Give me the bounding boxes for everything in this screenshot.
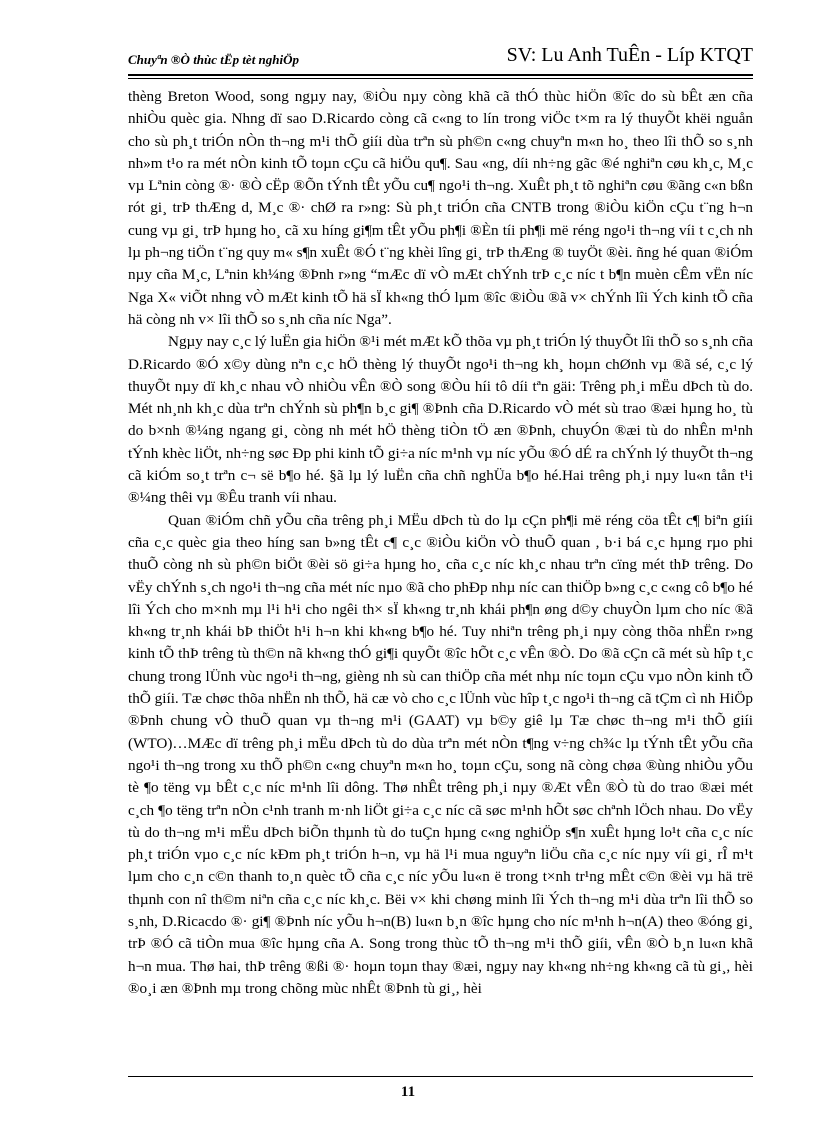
page-number: 11 — [400, 1084, 416, 1100]
body-text — [128, 86, 753, 997]
page-header — [128, 44, 753, 74]
header-student-info: SV: Lu Anh TuÊn - Líp KTQT — [506, 44, 753, 66]
paragraph: thèng Breton Wood, song ngµy nay, ®iÒu nµy còng khã cã thÓ thùc hiÖn ®îc do sù bÊt æn cña nhiÒu quèc gia. Nhng dï sao D.Ricardo còng cã c«ng to lín trong viÖc t×m ra lý thuyÕt khëi nguån cho sù ph¸t triÓn nÒn th¬ng m¹i thÕ giíi dùa trªn sù ph©n c«ng chuyªn m«n ho¸ theo lîi thÕ so s¸nh nh»m t¹o ra mét nÒn kinh tÕ toµn cÇu cã hiÖu qu¶. Sau «ng, díi nh÷ng gãc ®é nghiªn cøu kh¸c, M¸c vµ Lªnin còng ®· ®Ò cËp ®Õn tÝnh tÊt yÕu cu¶ ngo¹i th¬ng. XuÊt ph¸t tõ nghiªn cøu ®ãng c«n bßn rót gi¸ trÞ thÆng d, M¸c ®· chØ ra r»ng: Sù ph¸t triÓn cña CNTB trong ®iÒu kiÖn cÇu t¨ng h¬n cung vµ gi¸ trÞ hµng ho¸ cã xu híng gi¶m tÊt yÕu ph¶i ®Èn tíi ph¶i më réng ngo¹i th¬ng víi t c¸ch nh lµ ph¬ng tiÖn t¨ng quy m« s¶n xuÊt ®Ó t¨ng khèi lîng gi¸ trÞ thÆng ® tuyÖt ®èi. ñng hé quan ®iÓm nµy cña M¸c, Lªnin kh¼ng ®Þnh r»ng “mÆc dï vÒ mÆt chÝnh trÞ c¸c níc t b¶n muèn cÊm vËn níc Nga X« viÕt nhng vÒ mÆt kinh tÕ hä sÏ kh«ng thÓ lµm ®îc ®iÒu ®ã v× chÝnh lîi Ých kinh tÕ cña hä còng nh v× lîi thÕ so s¸nh cña níc Nga”. — [128, 88, 753, 328]
header-document-type: Chuyªn ®Ò thùc tËp tèt nghiÖp — [128, 52, 300, 67]
paragraph: Quan ®iÓm chñ yÕu cña trêng ph¸i MËu dÞch tù do lµ cÇn ph¶i më réng cöa tÊt c¶ biªn giíi cña c¸c quèc gia theo híng san b»ng tÊt c¶ c¸c ®iÒu kiÖn vÒ thuÕ quan , b·i bá c¸c hµng rµo phi thuÕ còng nh sù ph©n biÖt ®èi sö gi÷a hµng ho¸ cña c¸c níc kh¸c nhau trªn cïng mét thÞ trêng. Do vËy chÝnh s¸ch ngo¹i th¬ng cña mét níc nµo ®ã cho phÐp nhµ níc can thiÖp b»ng c¸c c«ng cô b¶o hé lîi Ých cho m×nh mµ l¹i h¹i cho ngêi th× sÏ kh«ng tr¸nh khái ph¶n øng d©y chuyÒn lµm cho níc ®ã kh«ng tr¸nh khái bÞ thiÖt h¹i h¬n khi kh«ng b¶o hé. Tuy nhiªn trêng ph¸i nµy còng thõa nhËn r»ng kinh tÕ thÞ trêng tù th©n nã kh«ng thÓ gi¶i quyÕt ®îc hÕt c¸c vÊn ®Ò. Do ®ã cÇn cã mét sù hîp t¸c chung trong lÜnh vùc ngo¹i th¬ng, gièng nh sù can thiÖp cña mét nhµ níc toµn cÇu vµo nÒn kinh tÕ thÕ giíi. Tæ chøc thõa nhËn nh thÕ, hä cæ vò cho c¸c lÜnh vùc hîp t¸c ngo¹i th¬ng cã tÇm cì nh HiÖp ®Þnh chung vÒ thuÕ quan vµ th¬ng m¹i (GAAT) vµ b©y giê lµ Tæ chøc th¬ng m¹i thÕ giíi (WTO)…MÆc dï trêng ph¸i mËu dÞch tù do dùa trªn mét nÒn t¶ng v÷ng ch¾c lµ tÝnh tÊt yÕu cña ngo¹i th¬ng trong xu thÕ ph©n c«ng chuyªn m«n ho¸ toµn cÇu, song nã còng chøa ®ùng nhiÒu yÕu tè ¶o tëng vµ bÊt c¸c níc m¹nh lîi dông. Thø nhÊt trêng ph¸i nµy ®Æt vÊn ®Ò tù do trao ®æi mét c¸ch ¶o tëng trªn nÒn c¹nh tranh m·nh liÖt gi÷a c¸c níc cã søc m¹nh hÕt søc chªnh lÖch nhau. Do vËy tù do th¬ng m¹i mËu dÞch biÕn thµnh tù do tuÇn hµng c«ng nghiÖp s¶n xuÊt hµng lo¹t cña c¸c níc ph¸t triÓn vµo c¸c níc kÐm ph¸t triÓn h¬n, vµ hä l¹i mua nguyªn liÖu cña c¸c níc nµy víi gi¸ rÎ m¹t lµm cho c¸n c©n thanh to¸n quèc tÕ cña c¸c níc yÕu lu«n ë trong t×nh tr¹ng mÊt c©n ®èi vµ hä trë thµnh con nî th©m niªn cña c¸c níc kh¸c. Bëi v× khi chøng minh lîi Ých th¬ng m¹i dùa trªn lîi thÕ so s¸nh, D.Ricacdo ®· gi¶ ®Þnh níc yÕu h¬n(B) lu«n b¸n ®îc hµng cho níc m¹nh h¬n(A) theo ®óng gi¸ trÞ ®Ó cã tiÒn mua ®îc hµng cña A. Song trong thùc tÕ th¬ng m¹i thÕ giíi, vÊn ®Ò b¸n lu«n khã h¬n mua. Thø hai, thÞ trêng ®ßi ®· hoµn toµn thay ®æi, ngµy nay kh«ng nh÷ng kh«ng cã tù gi¸, hèi ®o¸i æn ®Þnh mµ trong chõng mùc nhÊt ®Þnh tù gi¸, hèi — [128, 511, 753, 997]
paragraph: Ngµy nay c¸c lý luËn gia hiÖn ®¹i mét mÆt kÕ thõa vµ ph¸t triÓn lý thuyÕt lîi thÕ so s¸nh cña D.Ricardo ®Ó x©y dùng nªn c¸c hÖ thèng lý thuyÕt ngo¹i th¬ng kh¸ hoµn chØnh vµ ®ã sé, c¸c lý thuyÕt nµy dï kh¸c nhau vÒ nhiÒu vÊn ®Ò song ®Òu híi tô díi tªn gäi: Trêng ph¸i mËu dÞch tù do. Mét nh¸nh kh¸c dùa trªn chÝnh sù ph¶n b¸c gi¶ ®Þnh cña D.Ricardo vÒ mét sù trao ®æi hµng ho¸ tù do b×nh ®¼ng ngang gi¸ còng nh mét hÖ thèng tiÒn tÖ æn ®Þnh, chuyÓn ®æi tù do nhÊn m¹nh tÝnh khèc liÖt, nh÷ng søc Ðp phi kinh tÕ gi÷a níc m¹nh vµ níc yÕu ®Ó dÉ ra chÝnh lý thuyÕt th¬ng cã kiÓm so¸t trªn c¬ së b¶o hé. §ã lµ lý luËn cña chñ nghÜa b¶o hé.Hai trêng ph¸i nµy lu«n tån t¹i ®¼ng thêi vµ ®Êu tranh víi nhau. — [128, 333, 753, 507]
footer-rule — [128, 1076, 753, 1077]
header-rule-thin — [128, 78, 753, 79]
header-rule — [128, 74, 753, 76]
